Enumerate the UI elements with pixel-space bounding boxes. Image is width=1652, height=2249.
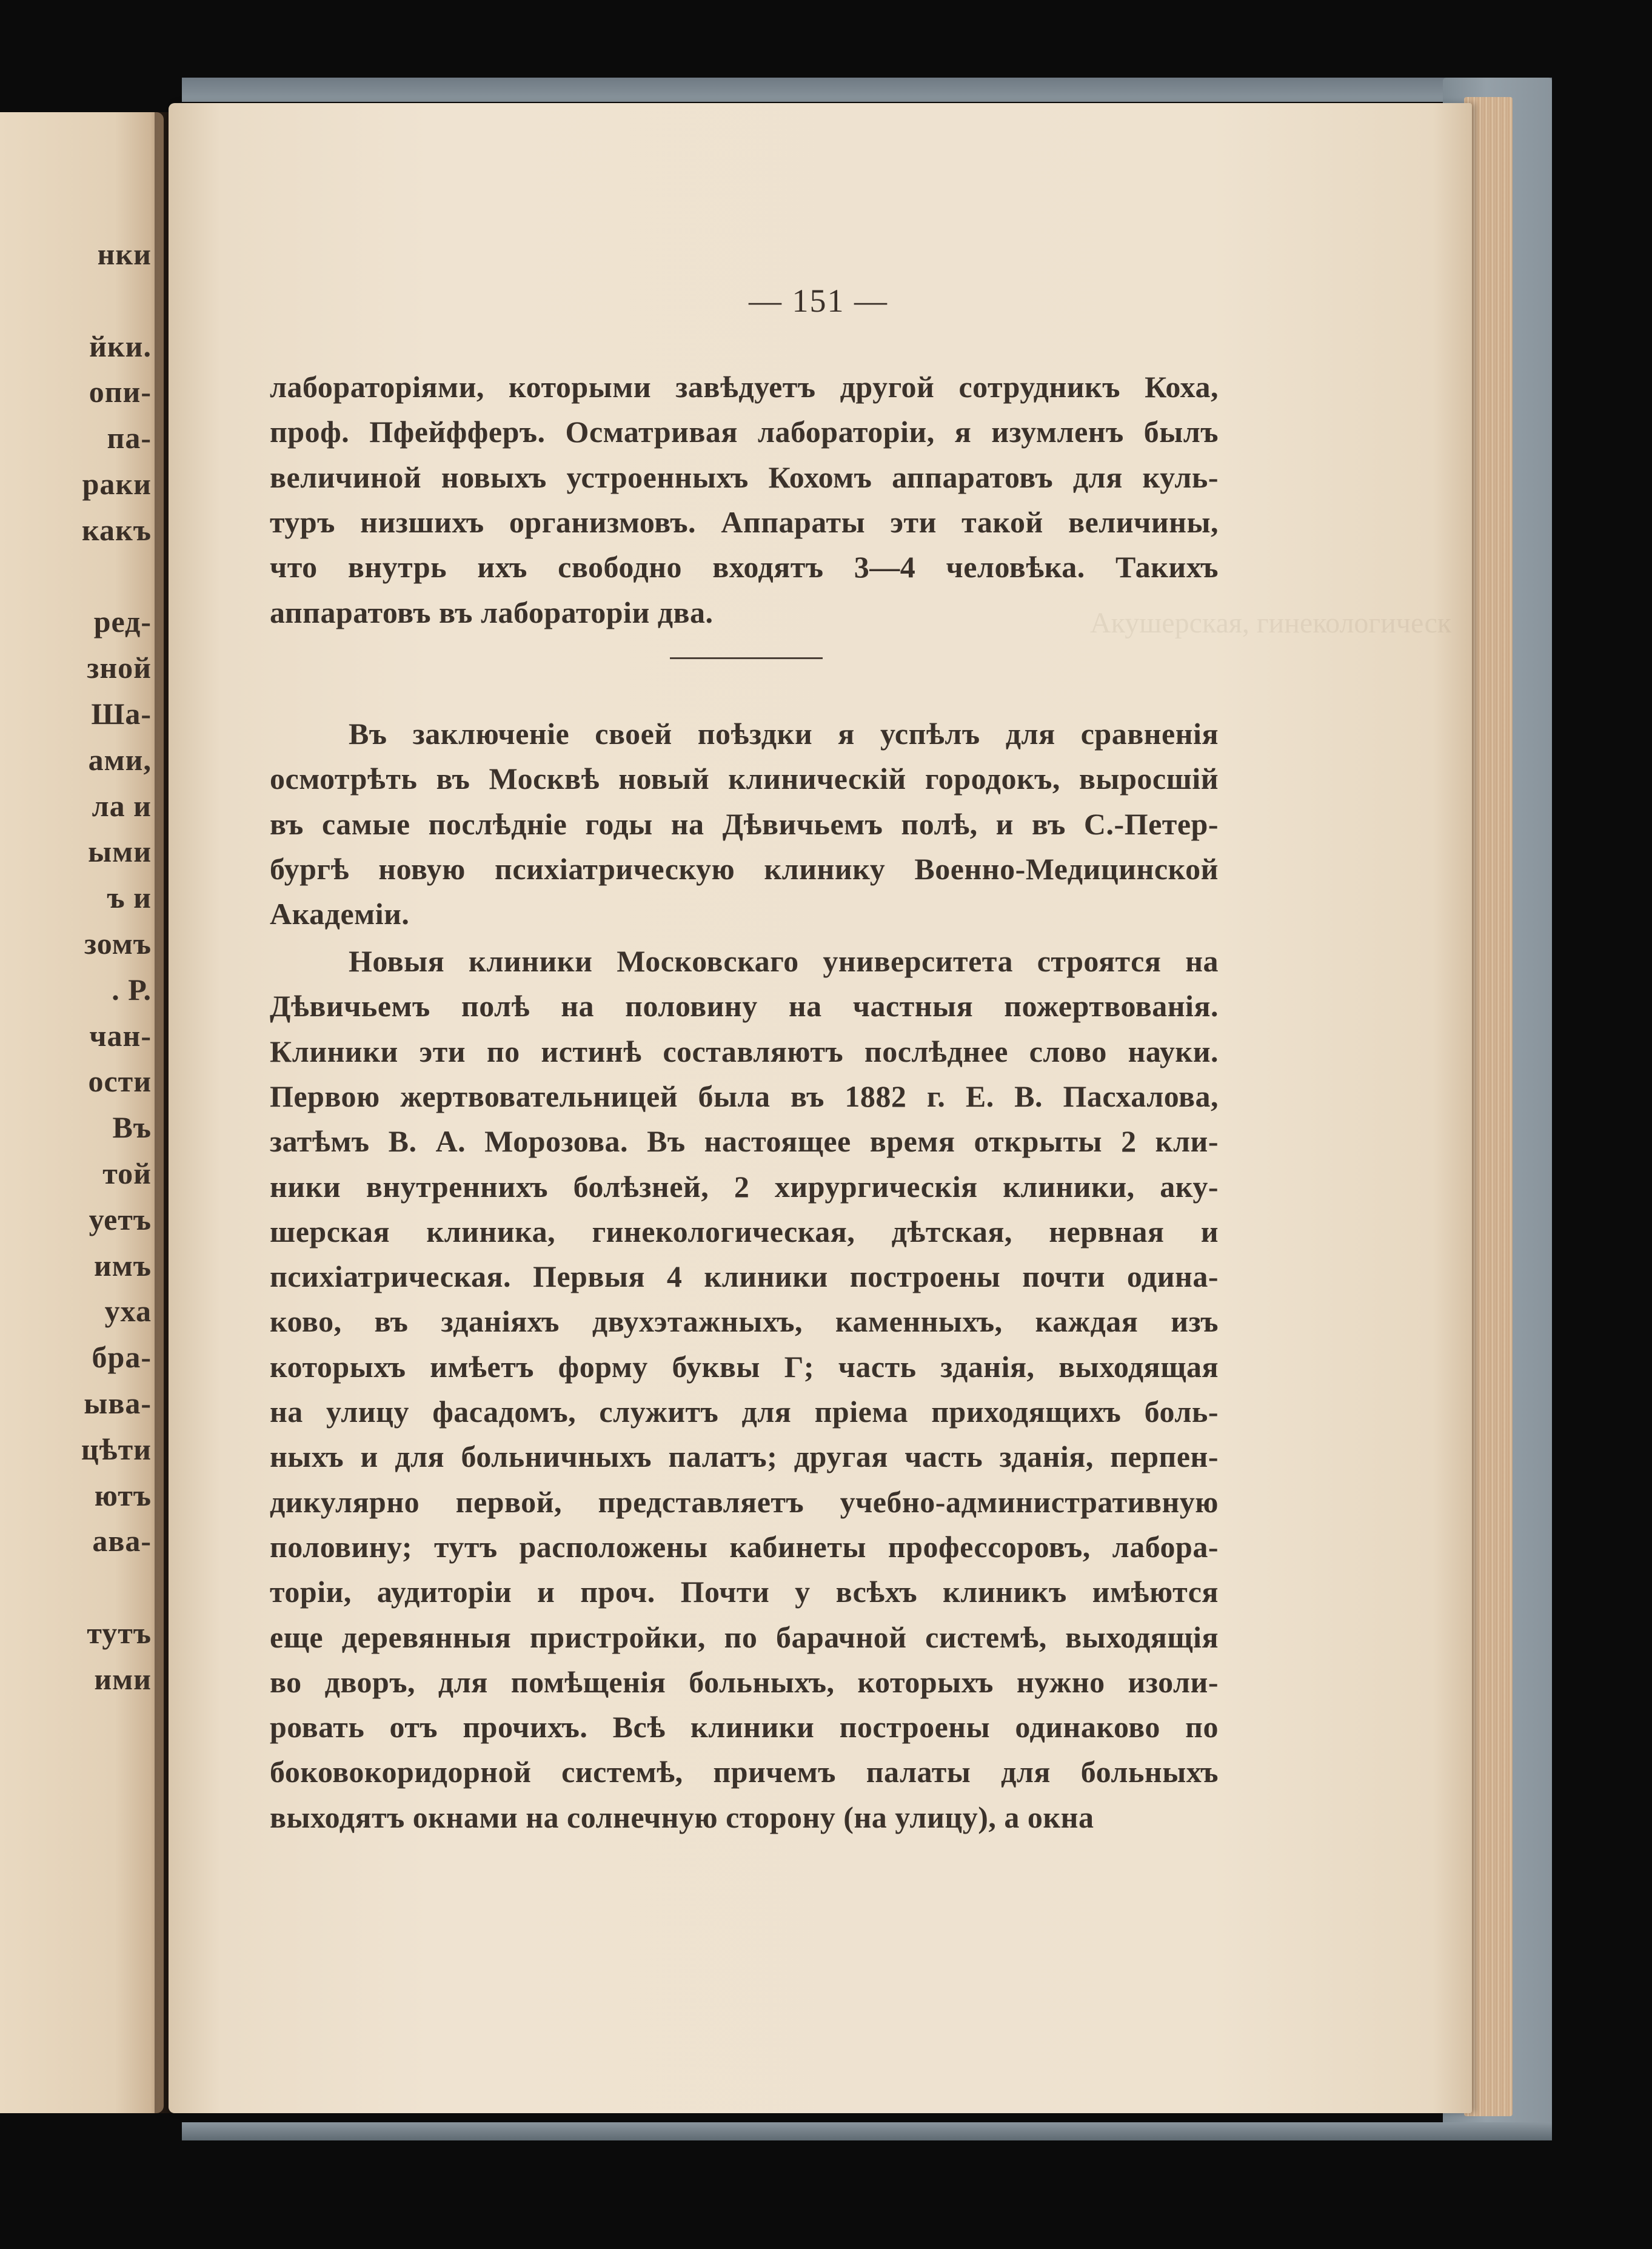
facing-page-fragment: тутъ xyxy=(87,1616,152,1650)
text-line: половину; тутъ расположены кабинеты профессоровъ, лабора- xyxy=(270,1529,1219,1564)
facing-page-fragment: нки xyxy=(97,237,152,271)
facing-page-fragment: Въ xyxy=(112,1110,152,1145)
text-line: затѣмъ В. А. Морозова. Въ настоящее время открыты 2 кли- xyxy=(270,1124,1219,1159)
text-line: Клиники эти по истинѣ составляютъ послѣднее слово науки. xyxy=(270,1034,1219,1068)
text-line: ники внутреннихъ болѣзней, 2 хирургическія клиники, аку- xyxy=(270,1169,1219,1204)
facing-page-fragment: . Р. xyxy=(112,972,152,1007)
text-line: торіи, аудиторіи и проч. Почти у всѣхъ клиникъ имѣются xyxy=(270,1575,1219,1609)
text-line: шерская клиника, гинекологическая, дѣтская, нервная и xyxy=(270,1214,1219,1249)
text-line: бургѣ новую психіатрическую клинику Военно-Медицинской xyxy=(270,851,1219,886)
text-line: Первою жертвовательницей была въ 1882 г. Е. В. Пасхалова, xyxy=(270,1079,1219,1113)
facing-page-fragment: ред- xyxy=(93,605,152,639)
facing-page-fragment: ости xyxy=(88,1064,152,1099)
facing-page-fragment: ими xyxy=(94,1661,152,1696)
text-line: боковокоридорной системѣ, причемъ палаты для больныхъ xyxy=(270,1755,1219,1789)
facing-page-fragment: ава- xyxy=(92,1524,152,1558)
text-line: проф. Пфейфферъ. Осматривая лабораторіи, я изумленъ былъ xyxy=(270,415,1219,449)
section-divider-rule xyxy=(670,657,823,659)
text-line: лабораторіями, которыми завѣдуетъ другой сотрудникъ Коха, xyxy=(270,370,1219,404)
text-line: ровать отъ прочихъ. Всѣ клиники построены одинаково по xyxy=(270,1710,1219,1745)
text-line: Въ заключеніе своей поѣздки я успѣлъ для сравненія xyxy=(349,717,1219,751)
text-line: Новыя клиники Московскаго университета строятся на xyxy=(349,944,1219,978)
facing-page-fragment: ами, xyxy=(88,742,152,777)
book-cover-bottom-edge xyxy=(182,2122,1552,2140)
text-line: туръ низшихъ организмовъ. Аппараты эти такой величины, xyxy=(270,504,1219,539)
facing-page-fragment: ыва- xyxy=(84,1386,152,1420)
facing-page-fragment: ютъ xyxy=(94,1478,152,1512)
facing-page-fragment: раки xyxy=(82,467,152,501)
book-cover-top-edge xyxy=(182,78,1552,102)
text-line: ково, въ зданіяхъ двухэтажныхъ, каменныхъ, каждая изъ xyxy=(270,1304,1219,1339)
bleed-through: Акушерская, гинекологическ xyxy=(1090,607,1452,639)
facing-page-fragment: бра- xyxy=(92,1340,152,1375)
text-line: которыхъ имѣетъ форму буквы Г; часть зданія, выходящая xyxy=(270,1349,1219,1384)
facing-page-fragment: зомъ xyxy=(84,927,152,960)
facing-page-fragment: ъ и xyxy=(107,880,152,915)
facing-page-fragment: той xyxy=(102,1156,152,1190)
text-line: на улицу фасадомъ, служитъ для пріема приходящихъ боль- xyxy=(270,1395,1219,1429)
facing-page-fragment: Ша- xyxy=(91,697,152,731)
text-line: выходятъ окнами на солнечную сторону (на улицу), а окна xyxy=(270,1800,1094,1834)
facing-page-fragment: зной xyxy=(87,651,152,685)
facing-page-left xyxy=(0,112,164,2113)
text-line: психіатрическая. Первыя 4 клиники построены почти одина- xyxy=(270,1259,1219,1294)
text-line: что внутрь ихъ свободно входятъ 3—4 человѣка. Такихъ xyxy=(270,550,1219,585)
text-line: еще деревянныя пристройки, по барачной системѣ, выходящія xyxy=(270,1620,1219,1654)
facing-page-fragment: опи- xyxy=(89,375,152,409)
text-line: аппаратовъ въ лабораторіи два. xyxy=(270,595,714,629)
facing-page-fragment: йки. xyxy=(89,329,152,363)
text-line: осмотрѣть въ Москвѣ новый клиническій городокъ, выросшій xyxy=(270,762,1219,796)
facing-page-fragment: какъ xyxy=(81,512,152,547)
facing-page-fragment: чан- xyxy=(89,1018,152,1053)
text-line: Академіи. xyxy=(270,897,410,931)
facing-page-fragment: уетъ xyxy=(89,1202,152,1236)
text-line: во дворъ, для помѣщенія больныхъ, которыхъ нужно изоли- xyxy=(270,1664,1219,1699)
facing-page-fragment: па- xyxy=(107,421,152,455)
facing-page-fragment: уха xyxy=(104,1294,152,1329)
facing-page-fragment: имъ xyxy=(93,1248,152,1282)
text-line: величиной новыхъ устроенныхъ Кохомъ аппаратовъ для куль- xyxy=(270,460,1219,494)
text-line: Дѣвичьемъ полѣ на половину на частныя пожертвованія. xyxy=(270,989,1219,1024)
page-number: — 151 — xyxy=(749,283,888,319)
facing-page-fragment: ла и xyxy=(92,788,152,823)
text-line: ныхъ и для больничныхъ палатъ; другая часть зданія, перпен- xyxy=(270,1440,1219,1474)
text-line: дикулярно первой, представляетъ учебно-административную xyxy=(270,1484,1219,1519)
facing-page-fragment: цѣти xyxy=(81,1432,152,1466)
facing-page-fragment: ыми xyxy=(88,834,152,869)
text-line: въ самые послѣдніе годы на Дѣвичьемъ полѣ, и въ С.-Петер- xyxy=(270,806,1219,841)
